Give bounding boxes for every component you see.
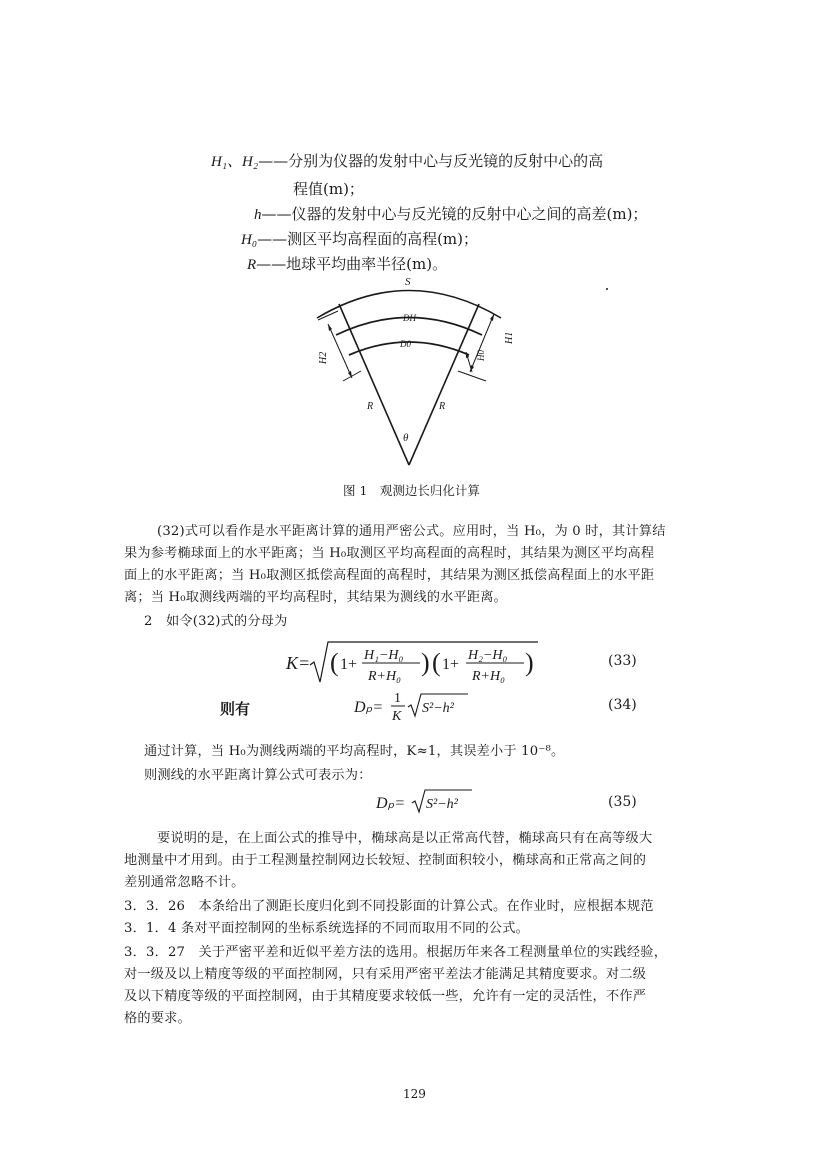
- paragraph-line: 2 如令(32)式的分母为: [144, 614, 288, 629]
- paragraph-line: 面上的水平距离；当 H₀取测区抵偿高程面的高程时，其结果为测区抵偿高程面上的水平距: [124, 568, 655, 583]
- paragraph-line: 格的要求。: [124, 1011, 191, 1026]
- paragraph-line: 地测量中才用到。由于工程测量控制网边长较短、控制面积较小，椭球高和正常高之间的: [124, 853, 647, 868]
- symbol: h: [254, 207, 262, 223]
- paragraph-line: 及以下精度等级的平面控制网，由于其精度要求较低一些，允许有一定的灵活性，不作严: [124, 989, 647, 1004]
- speck: [606, 288, 608, 290]
- definition-continuation: 程值(m)；: [293, 180, 364, 198]
- label-d0: D0: [400, 339, 411, 349]
- eq33-one: 1+: [340, 656, 358, 673]
- paragraph-line: 通过计算，当 H₀为测线两端的平均高程时，K≈1，其误差小于 10⁻⁸。: [144, 744, 565, 759]
- eq33-paren: ): [525, 648, 534, 677]
- arrow-h1-top: [490, 314, 494, 321]
- eq35-radicand: S²−h²: [426, 797, 458, 812]
- label-h1: H1: [504, 331, 515, 344]
- eq33-t2-den: R+H₀: [472, 669, 505, 684]
- symbol: H₁、H₂: [211, 154, 259, 170]
- label-h0: H0: [476, 350, 486, 361]
- dash: ——: [258, 152, 289, 170]
- label-h2: H2: [318, 351, 329, 364]
- eq34-lhs: Dₚ=: [354, 699, 384, 716]
- dash: ——: [257, 230, 288, 248]
- eq33-lhs: K=: [286, 653, 311, 673]
- dim-h1-line: [470, 314, 494, 372]
- dash: ——: [261, 205, 292, 223]
- page-number: 129: [403, 1087, 426, 1101]
- paragraph-line: 3．3．26 本条给出了测距长度归化到不同投影面的计算公式。在作业时，应根据本规范: [124, 899, 654, 914]
- definition-h0: [241, 228, 478, 249]
- label-s: S: [405, 276, 411, 288]
- equation-number: (33): [608, 653, 637, 669]
- label-theta: θ: [403, 432, 409, 444]
- eq34-frac-den: K: [392, 709, 402, 724]
- paragraph-line: 对一级及以上精度等级的平面控制网，只有采用严密平差法才能满足其精度要求。对二级: [124, 967, 647, 982]
- paragraph-line: 果为参考椭球面上的水平距离；当 H₀取测区平均高程面的高程时，其结果为测区平均高程: [124, 546, 655, 561]
- eq35-lhs: Dₚ=: [376, 795, 406, 812]
- figure-diagram: [300, 270, 520, 470]
- definition-text: 仪器的发射中心与反光镜的反射中心之间的高差(m)；: [291, 205, 648, 223]
- label-r-right: R: [439, 401, 446, 412]
- arrow-h2-top: [328, 324, 332, 331]
- paragraph-line: 3．1．4 条对平面控制网的坐标系统选择的不同而取用不同的公式。: [124, 921, 530, 936]
- dim-h1-ext: [458, 371, 486, 381]
- ray-left: [339, 304, 409, 465]
- eq33-paren: ): [421, 648, 430, 677]
- paragraph-line: 差别通常忽略不计。: [124, 875, 245, 890]
- label-dh: DH: [403, 313, 416, 323]
- paragraph-line: (32)式可以看作是水平距离计算的通用严密公式。应用时，当 H₀，为 0 时，其计算结: [157, 524, 666, 539]
- eq34-prefix: 则有: [220, 700, 251, 718]
- figure-caption: 图 1 观测边长归化计算: [343, 483, 480, 498]
- dim-h2-ext2: [343, 371, 361, 381]
- eq33-t2-num: H₂−H₀: [468, 648, 508, 663]
- symbol: H₀: [241, 232, 258, 248]
- label-r-left: R: [367, 401, 374, 412]
- eq34-frac-num: 1: [394, 691, 401, 706]
- eq33-paren: (: [432, 648, 441, 677]
- definition-h: [254, 203, 647, 224]
- paragraph-line: 3．3．27 关于严密平差和近似平差方法的选用。根据历年来各工程测量单位的实践经验，: [124, 945, 668, 960]
- eq33-t1-den: R+H₀: [368, 669, 401, 684]
- eq33-t1-num: H₁−H₀: [364, 648, 404, 663]
- definition-h1-h2: [211, 150, 603, 171]
- eq33-one: 1+: [442, 656, 460, 673]
- definition-text: 地球平均曲率半径(m)。: [286, 255, 448, 273]
- equation-number: (35): [608, 794, 637, 810]
- equation-34: [350, 686, 480, 726]
- paragraph-line: 离；当 H₀取测线两端的平均高程时，其结果为测线的水平距离。: [124, 590, 508, 605]
- equation-number: (34): [608, 697, 637, 713]
- symbol: R: [247, 257, 257, 273]
- equation-35: [372, 786, 492, 818]
- dash: ——: [256, 255, 287, 273]
- paragraph-line: 要说明的是，在上面公式的推导中，椭球高是以正常高代替，椭球高只有在高等级大: [157, 831, 653, 846]
- eq34-radicand: S²−h²: [422, 701, 454, 716]
- definition-text: 测区平均高程面的高程(m)；: [287, 230, 478, 248]
- definition-text: 分别为仪器的发射中心与反光镜的反射中心的高: [288, 152, 604, 170]
- dim-h2-line: [328, 324, 352, 378]
- eq33-paren: (: [330, 648, 339, 677]
- equation-33: [280, 638, 550, 686]
- ray-right: [409, 304, 479, 465]
- paragraph-line: 则测线的水平距离计算公式可表示为：: [144, 768, 372, 783]
